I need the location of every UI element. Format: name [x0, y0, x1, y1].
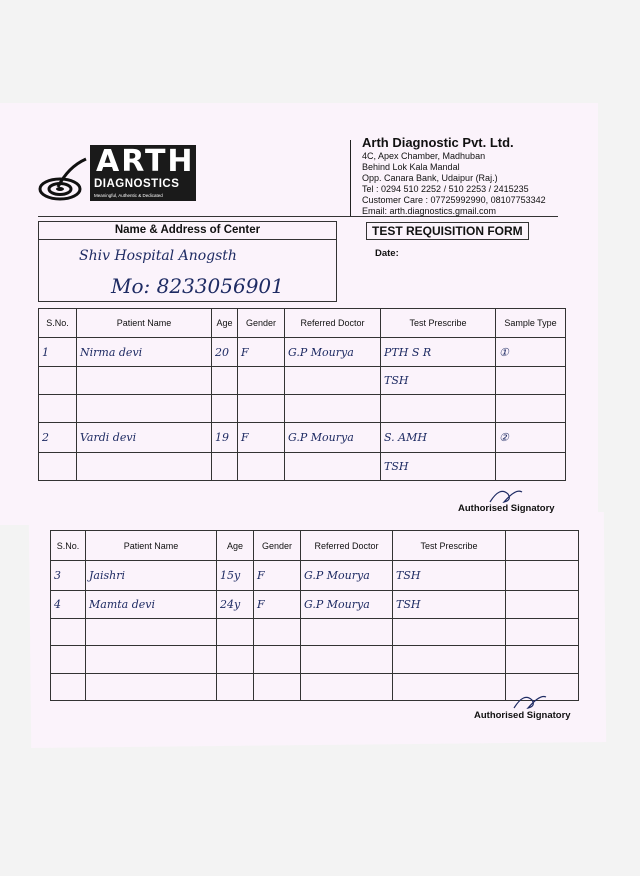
cell [301, 646, 393, 674]
cell [217, 646, 254, 674]
company-details [362, 135, 546, 217]
cell [506, 619, 579, 646]
header-rule [38, 216, 558, 217]
header-patient-name: Patient Name [86, 531, 217, 561]
cell [506, 646, 579, 674]
cell [77, 453, 212, 481]
cell [301, 674, 393, 701]
header-referred-doctor: Referred Doctor [301, 531, 393, 561]
cell: G.P Mourya [301, 561, 393, 591]
company-name: Arth Diagnostic Pvt. Ltd. [362, 135, 514, 150]
cell [51, 646, 86, 674]
logo-subtitle: DIAGNOSTICS [94, 178, 180, 190]
form-title: TEST REQUISITION FORM [366, 222, 529, 240]
address-line-1: 4C, Apex Chamber, Madhuban [362, 151, 486, 161]
cell [212, 453, 238, 481]
cell [254, 674, 301, 701]
company-logo [38, 145, 198, 203]
cell: Jaishri [86, 561, 217, 591]
table-row [39, 338, 566, 367]
cell: 24y [217, 591, 254, 619]
cell [285, 453, 381, 481]
cell: F [254, 591, 301, 619]
cell [39, 395, 77, 423]
cell: 3 [51, 561, 86, 591]
cell [77, 367, 212, 395]
cell [217, 619, 254, 646]
address-line-2: Behind Lok Kala Mandal [362, 162, 460, 172]
cell: TSH [393, 591, 506, 619]
cell [238, 367, 285, 395]
cell [285, 367, 381, 395]
cell [77, 395, 212, 423]
cell: F [238, 338, 285, 367]
table-row [51, 674, 579, 701]
cell: G.P Mourya [285, 423, 381, 453]
cell [506, 561, 579, 591]
header-test-prescribe: Test Prescribe [393, 531, 506, 561]
table-row [51, 561, 579, 591]
cell [254, 619, 301, 646]
cell: 15y [217, 561, 254, 591]
signature-mark-2 [510, 688, 550, 714]
header-age: Age [212, 309, 238, 338]
cell: Vardi devi [77, 423, 212, 453]
cell [51, 674, 86, 701]
customer-care: Customer Care : 07725992990, 08107753342 [362, 195, 546, 205]
cell: ① [496, 338, 566, 367]
cell [86, 619, 217, 646]
cell: ② [496, 423, 566, 453]
logo-plate [90, 145, 196, 201]
cell [301, 619, 393, 646]
cell: 20 [212, 338, 238, 367]
cell [39, 453, 77, 481]
cell [39, 367, 77, 395]
cell: 2 [39, 423, 77, 453]
email: Email: arth.diagnostics.gmail.com [362, 206, 497, 216]
cell [393, 674, 506, 701]
header-sno: S.No. [51, 531, 86, 561]
patient-table-1 [38, 308, 566, 481]
cell: F [238, 423, 285, 453]
cell: Nirma devi [77, 338, 212, 367]
authorised-signatory-1: Authorised Signatory [458, 503, 555, 514]
cell: TSH [393, 561, 506, 591]
cell [217, 674, 254, 701]
header-gender: Gender [254, 531, 301, 561]
address-line-3: Opp. Canara Bank, Udaipur (Raj.) [362, 173, 498, 183]
cell [496, 453, 566, 481]
table-header-row [51, 531, 579, 561]
header-test-prescribe: Test Prescribe [381, 309, 496, 338]
cell [86, 646, 217, 674]
target-icon [38, 157, 94, 213]
header-age: Age [217, 531, 254, 561]
cell [496, 367, 566, 395]
center-box [38, 221, 337, 302]
cell: 4 [51, 591, 86, 619]
patient-table-2 [50, 530, 579, 701]
table-row [51, 619, 579, 646]
cell: F [254, 561, 301, 591]
center-heading: Name & Address of Center [39, 222, 336, 240]
cell [506, 591, 579, 619]
table-row [39, 453, 566, 481]
cell [212, 367, 238, 395]
header-patient-name: Patient Name [77, 309, 212, 338]
header-sno: S.No. [39, 309, 77, 338]
date-label: Date: [375, 248, 399, 259]
table-row [51, 646, 579, 674]
cell: TSH [381, 453, 496, 481]
table-row [39, 395, 566, 423]
cell [86, 674, 217, 701]
table-header-row [39, 309, 566, 338]
table-row [39, 367, 566, 395]
cell: G.P Mourya [301, 591, 393, 619]
telephone: Tel : 0294 510 2252 / 510 2253 / 2415235 [362, 184, 529, 194]
signature-mark-1 [486, 484, 526, 508]
cell [212, 395, 238, 423]
cell [393, 646, 506, 674]
center-name: Shiv Hospital Anogsth [79, 248, 237, 264]
header-gender: Gender [238, 309, 285, 338]
cell [238, 453, 285, 481]
header-sample-type: Sample Type [496, 309, 566, 338]
cell: TSH [381, 367, 496, 395]
table-row [39, 423, 566, 453]
cell [381, 395, 496, 423]
cell [496, 395, 566, 423]
header-blank [506, 531, 579, 561]
table-row [51, 591, 579, 619]
cell [254, 646, 301, 674]
cell: 19 [212, 423, 238, 453]
center-mobile: Mo: 8233056901 [111, 274, 284, 298]
header-referred-doctor: Referred Doctor [285, 309, 381, 338]
logo-title: ARTH [96, 144, 195, 179]
cell [238, 395, 285, 423]
cell [393, 619, 506, 646]
cell: G.P Mourya [285, 338, 381, 367]
cell: S. AMH [381, 423, 496, 453]
cell: Mamta devi [86, 591, 217, 619]
cell [285, 395, 381, 423]
cell [51, 619, 86, 646]
cell: PTH S R [381, 338, 496, 367]
logo-tagline: Meaningful, Authentic & Dedicated [94, 193, 163, 198]
header-divider [350, 140, 351, 217]
cell: 1 [39, 338, 77, 367]
authorised-signatory-2: Authorised Signatory [474, 710, 571, 721]
